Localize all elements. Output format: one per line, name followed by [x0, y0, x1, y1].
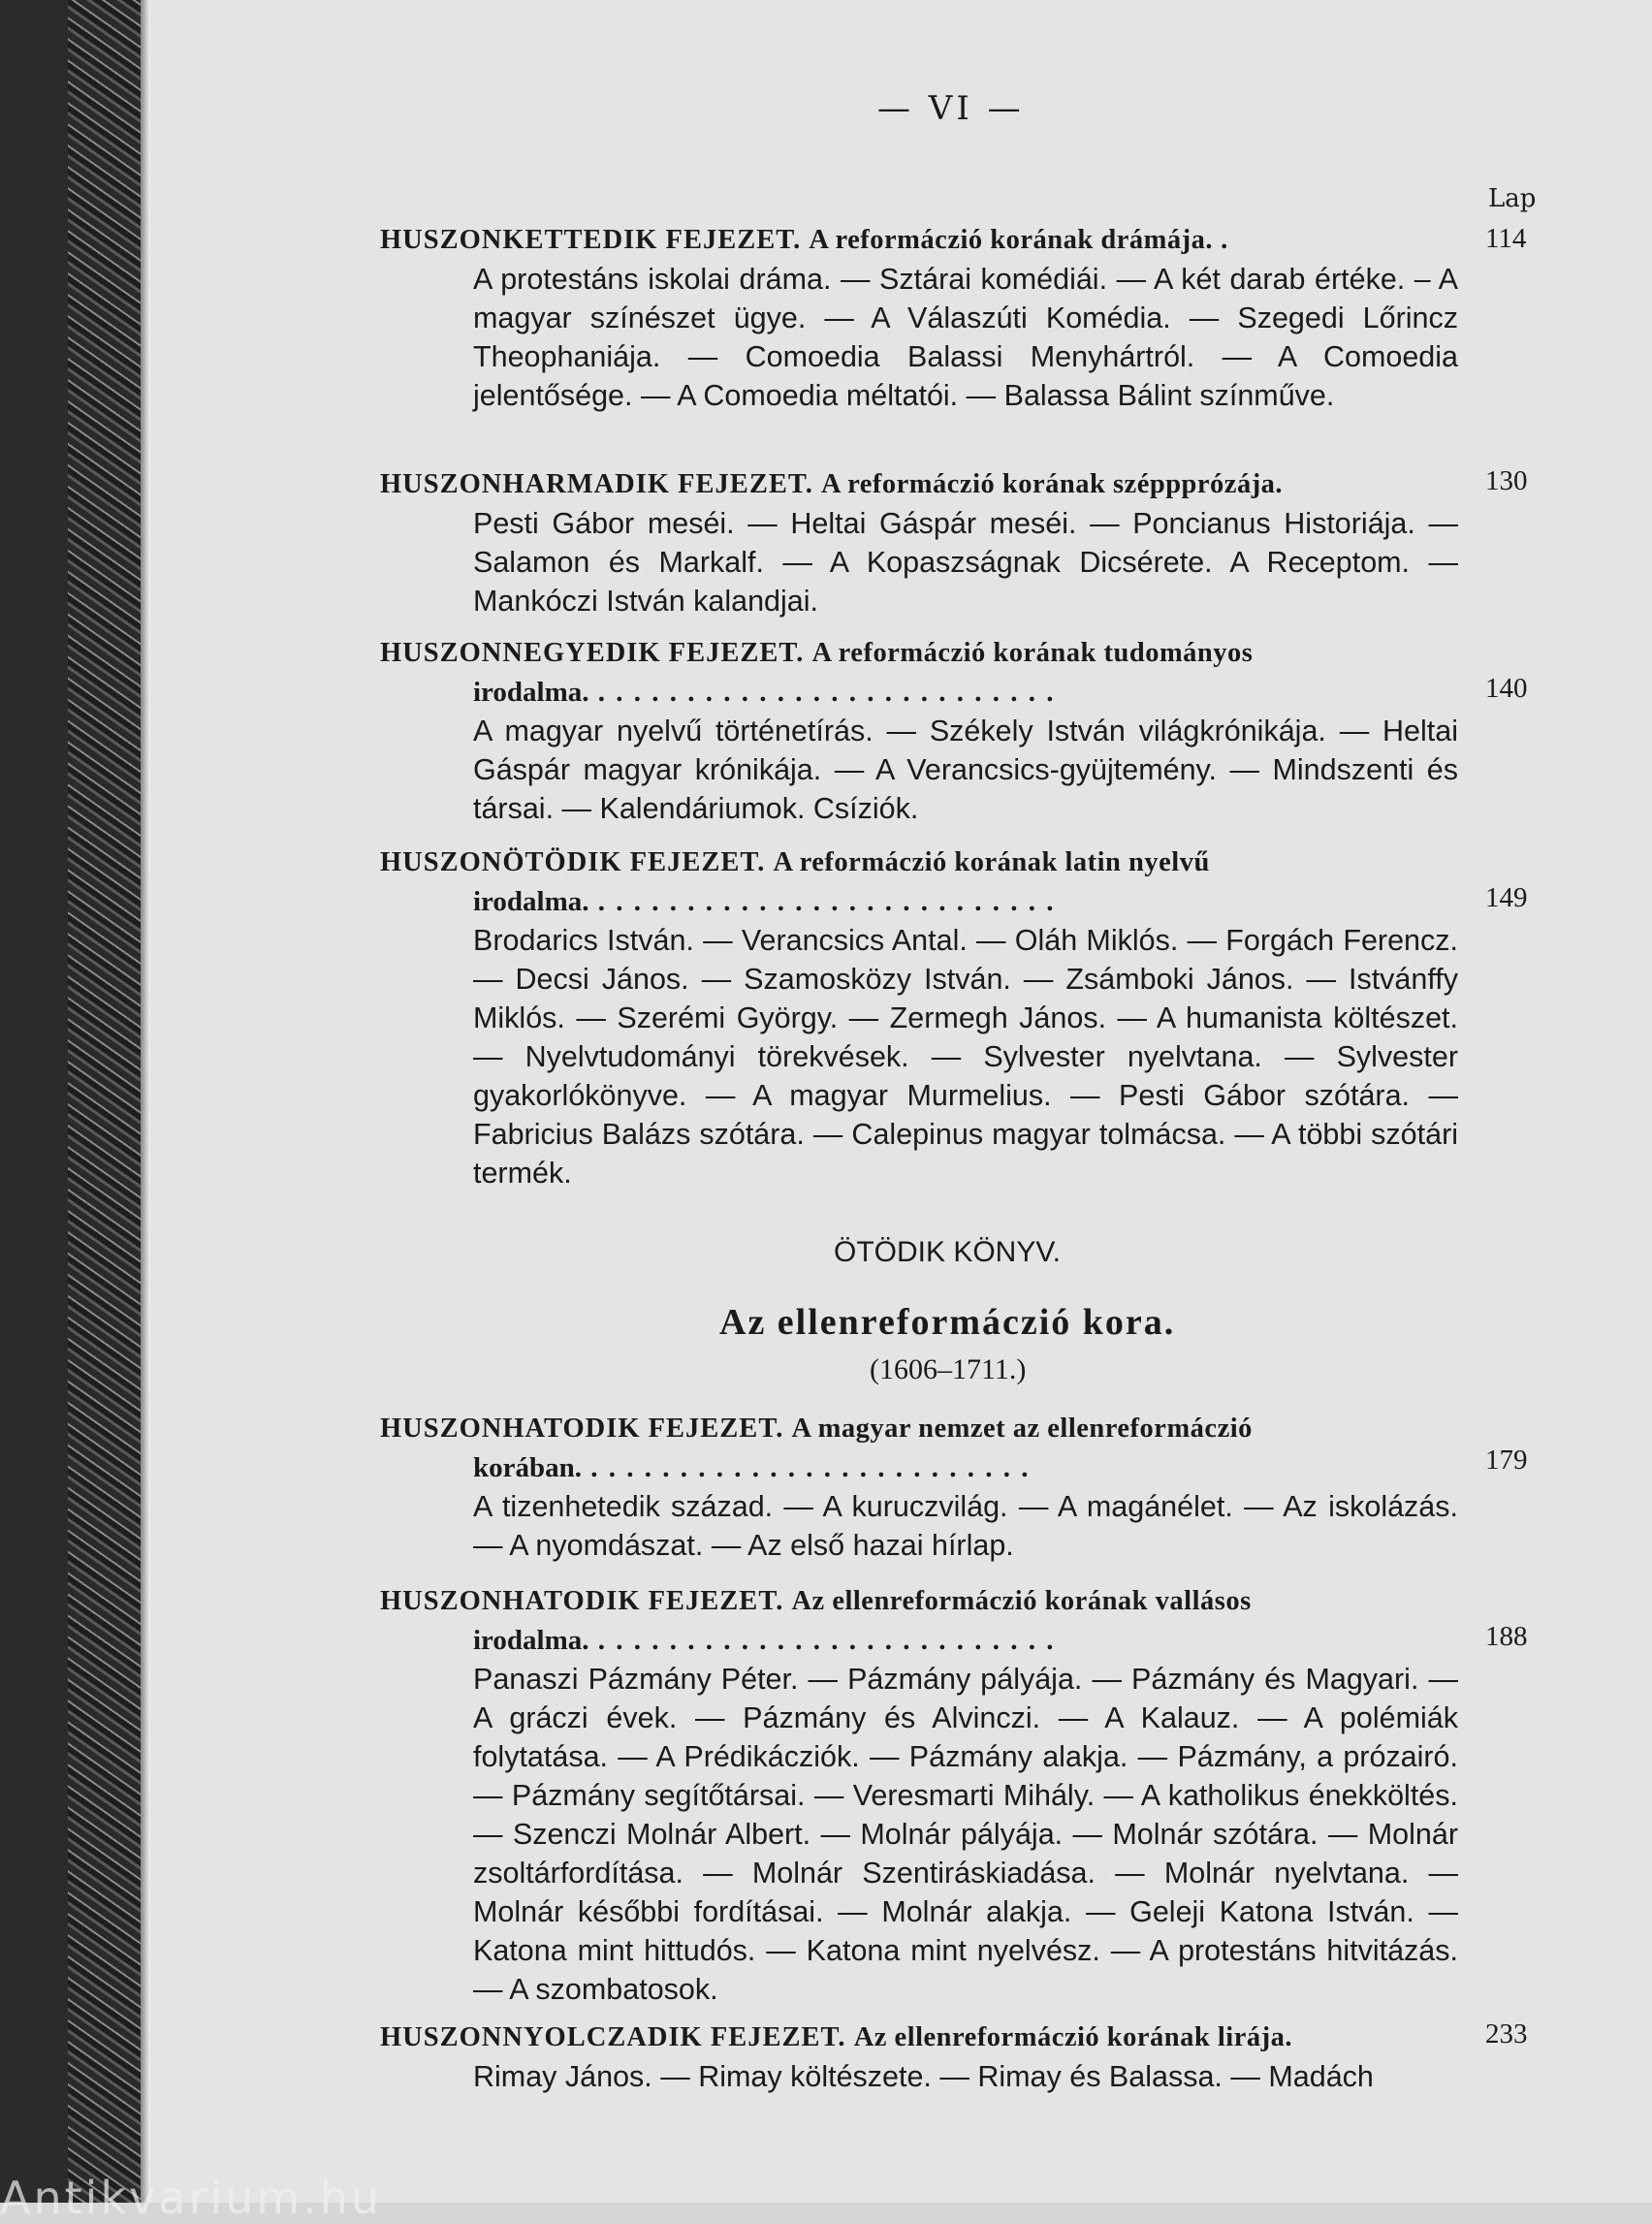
page-number: — VI — [877, 89, 1025, 128]
chapter-number: HUSZONNYOLCZADIK FEJEZET. [380, 2022, 846, 2052]
chapter-topics: Panaszi Pázmány Péter. — Pázmány pályája. — Pázmány és Magyari. — A gráczi évek. — Pázmány és Alvinczi. — A Kalauz. — A polémiák folytatása. — A Prédikácziók. — Pázmány alakja. — Pázmány, a prózairó. — Pázmány segítőtársai. — Veresmarti Mihály. — A katholikus énekköltés. — Szenczi Molnár Albert. — Molnár pályája. — Molnár szótára. — Molnár zsoltárfordítása. — Molnár Szentiráskiadása. — Molnár nyelvtana. — Molnár későbbi fordításai. — Molnár alakja. — Geleji Katona István. — Katona mint hittudós. — Katona mint nyelvész. — A protestáns hitvitázás. — A szombatosok. [473, 1663, 1458, 2006]
page-column-label: Lap [1488, 184, 1537, 213]
toc-entry [380, 634, 1528, 828]
page-gutter [141, 0, 150, 2203]
chapter-heading [380, 1410, 1458, 1448]
book-spine [0, 0, 68, 2203]
chapter-topics: A magyar nyelvű történetírás. — Székely István világkrónikája. — Heltai Gáspár magyar krónikája. — A Verancsics-gyüjtemény. — Mindszenti és társai. — Kalendáriumok. Csíziók. [473, 715, 1458, 825]
toc-entry [380, 1410, 1528, 1565]
marbled-edge [68, 0, 141, 2203]
chapter-number: HUSZONHATODIK FEJEZET. [380, 1414, 784, 1444]
chapter-heading [380, 2018, 1458, 2057]
chapter-page: 233 [1485, 2018, 1528, 2049]
chapter-heading [380, 843, 1458, 882]
chapter-page: 140 [1485, 673, 1528, 704]
chapter-topics: Rimay János. — Rimay költészete. — Rimay és Balassa. — Madách [473, 2060, 1374, 2093]
chapter-heading [380, 1582, 1458, 1621]
chapter-number: HUSZONHARMADIK FEJEZET. [380, 469, 813, 499]
toc-entry [380, 465, 1528, 620]
chapter-topics: A tizenhetedik század. — A kuruczvilág. — A magánélet. — Az iskolázás. — A nyomdászat. — Az első hazai hírlap. [473, 1490, 1458, 1562]
chapter-topics: Pesti Gábor meséi. — Heltai Gáspár meséi. — Poncianus Historiája. — Salamon és Markalf. — A Kopaszságnak Dicsérete. A Receptom. — Mankóczi István kalandjai. [473, 507, 1458, 618]
chapter-number: HUSZONHATODIK FEJEZET. [380, 1586, 784, 1616]
watermark: Antikvarium.hu [0, 2172, 383, 2224]
chapter-title-continuation: irodalma. . . . . . . . . . . . . . . . . . . . . . . . . . . [473, 677, 1056, 708]
book-heading: ÖTÖDIK KÖNYV. [834, 1236, 1061, 1268]
chapter-heading [380, 634, 1458, 673]
toc-entry [380, 221, 1527, 415]
chapter-number: HUSZONNEGYEDIK FEJEZET. [380, 638, 805, 668]
chapter-title: A reformáczió korának drámája. [809, 225, 1213, 255]
chapter-title-continuation: irodalma. . . . . . . . . . . . . . . . . . . . . . . . . . . [473, 886, 1056, 917]
chapter-title: A magyar nemzet az ellenreformáczió [791, 1414, 1253, 1444]
period-title: Az ellenreformáczió kora. [719, 1302, 1176, 1343]
chapter-page: 114 [1485, 223, 1527, 254]
period-years: (1606–1711.) [870, 1353, 1027, 1385]
toc-entry [380, 843, 1528, 1192]
toc-entry [380, 1582, 1528, 2009]
chapter-number: HUSZONKETTEDIK FEJEZET. [380, 225, 802, 255]
chapter-title: A reformáczió korának latin nyelvű [773, 847, 1210, 877]
chapter-number: HUSZONÖTÖDIK FEJEZET. [380, 847, 766, 877]
chapter-title: A reformáczió korának széppprózája. [820, 469, 1284, 499]
chapter-page: 149 [1485, 882, 1528, 913]
toc-entry [380, 2018, 1528, 2096]
chapter-page: 179 [1485, 1445, 1528, 1476]
chapter-page: 130 [1485, 465, 1528, 496]
chapter-title: Az ellenreformáczió korának vallásos [791, 1586, 1252, 1616]
chapter-title: Az ellenreformáczió korának lirája. [853, 2022, 1292, 2052]
chapter-topics: A protestáns iskolai dráma. — Sztárai komédiái. — A két darab értéke. – A magyar színészet ügye. — A Válaszúti Komédia. — Szegedi Lőrincz Theophaniája. — Comoedia Balassi Menyhártról. — A Comoedia jelentősége. — A Comoedia méltatói. — Balassa Bálint színműve. [473, 263, 1458, 412]
chapter-title-continuation: irodalma. . . . . . . . . . . . . . . . . . . . . . . . . . . [473, 1625, 1056, 1656]
chapter-page: 188 [1485, 1621, 1528, 1652]
chapter-topics: Brodarics István. — Verancsics Antal. — Oláh Miklós. — Forgách Ferencz. — Decsi János. — Szamosközy István. — Zsámboki János. — Istvánffy Miklós. — Szerémi György. — Zermegh János. — A humanista költészet. — Nyelvtudományi törekvések. — Sylvester nyelvtana. — Sylvester gyakorlókönyve. — A magyar Murmelius. — Pesti Gábor szótára. — Fabricius Balázs szótára. — Calepinus magyar tolmácsa. — A többi szótári termék. [473, 924, 1458, 1190]
chapter-heading: HUSZONKETTEDIK FEJEZET. A reformáczió korának drámája. . [380, 225, 1229, 255]
chapter-heading [380, 465, 1458, 504]
chapter-title-continuation: korában. . . . . . . . . . . . . . . . . . . . . . . . . . [473, 1452, 1031, 1483]
chapter-title: A reformáczió korának tudományos [811, 638, 1254, 668]
